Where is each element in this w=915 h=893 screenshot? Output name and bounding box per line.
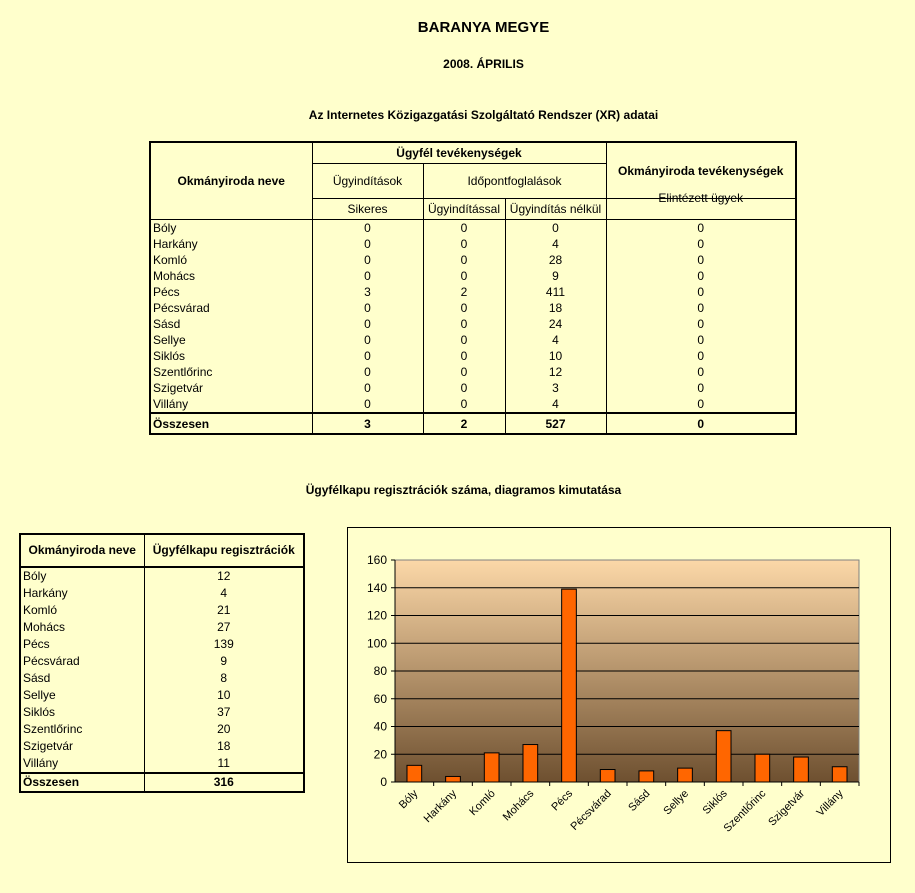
- y-tick-label: 40: [373, 719, 387, 734]
- reg-total-label: Összesen: [20, 773, 144, 792]
- office-name-cell: Komló: [150, 252, 312, 268]
- bar: [678, 768, 693, 782]
- reg-total-value: 316: [144, 773, 304, 792]
- sikeres-cell: 0: [312, 332, 423, 348]
- table-row: [20, 636, 304, 653]
- table-row: [20, 670, 304, 687]
- ugyinditas-nelkul-cell: 10: [505, 348, 606, 364]
- x-tick-label: Komló: [467, 787, 498, 819]
- bar: [639, 771, 654, 782]
- office-name-cell: Szentlőrinc: [150, 364, 312, 380]
- elintezett-cell: 0: [606, 252, 796, 268]
- office-name-cell: Bóly: [150, 220, 312, 237]
- sikeres-cell: 0: [312, 252, 423, 268]
- sikeres-cell: 0: [312, 300, 423, 316]
- bar: [832, 767, 847, 782]
- reg-value-cell: 8: [144, 670, 304, 687]
- ugyinditassal-cell: 0: [423, 396, 505, 413]
- bar: [523, 745, 538, 782]
- y-tick-label: 100: [366, 636, 387, 651]
- header-ugyinditassal: Ügyindítással: [423, 199, 505, 220]
- sikeres-cell: 3: [312, 284, 423, 300]
- header-client-activities: Ügyfél tevékenységek: [312, 142, 606, 164]
- reg-office-name-cell: Villány: [20, 755, 144, 773]
- bar: [484, 753, 499, 782]
- x-tick-label: Szigetvár: [766, 787, 808, 829]
- elintezett-cell: 0: [606, 220, 796, 237]
- office-name-cell: Sásd: [150, 316, 312, 332]
- xr-data-table: [149, 141, 797, 435]
- y-tick-label: 0: [380, 775, 387, 789]
- y-tick-label: 20: [373, 747, 387, 762]
- registrations-bar-chart: [347, 527, 891, 863]
- ugyinditas-nelkul-cell: 9: [505, 268, 606, 284]
- reg-office-name-cell: Harkány: [20, 585, 144, 602]
- x-tick-label: Mohács: [500, 787, 537, 824]
- office-name-cell: Villány: [150, 396, 312, 413]
- reg-value-cell: 11: [144, 755, 304, 773]
- ugyinditas-nelkul-cell: 24: [505, 316, 606, 332]
- ugyinditassal-cell: 0: [423, 252, 505, 268]
- table-row: [150, 252, 796, 268]
- reg-office-name-cell: Komló: [20, 602, 144, 619]
- ugyinditas-nelkul-cell: 0: [505, 220, 606, 237]
- x-tick-label: Siklós: [700, 787, 730, 817]
- table-row: [150, 380, 796, 396]
- section-title: Az Internetes Közigazgatási Szolgáltató Rendszer (XR) adatai: [308, 108, 659, 122]
- ugyinditassal-cell: 0: [423, 380, 505, 396]
- x-tick-label: Bóly: [396, 787, 421, 812]
- chart-section-title: Ügyfélkapu regisztrációk száma, diagramos kimutatása: [305, 483, 622, 497]
- sikeres-cell: 0: [312, 316, 423, 332]
- table-row: [150, 284, 796, 300]
- table-row: [150, 348, 796, 364]
- bar: [716, 731, 731, 782]
- ugyinditassal-cell: 0: [423, 316, 505, 332]
- office-name-cell: Harkány: [150, 236, 312, 252]
- reg-office-name-cell: Szigetvár: [20, 738, 144, 755]
- sikeres-cell: 0: [312, 236, 423, 252]
- ugyinditas-nelkul-cell: 3: [505, 380, 606, 396]
- x-tick-label: Sásd: [626, 787, 653, 814]
- reg-header-registrations: Ügyfélkapu regisztrációk: [144, 534, 304, 567]
- reg-header-office-name: Okmányiroda neve: [20, 534, 144, 567]
- y-tick-label: 140: [366, 580, 387, 595]
- bar: [407, 765, 422, 782]
- office-name-cell: Siklós: [150, 348, 312, 364]
- sikeres-cell: 0: [312, 348, 423, 364]
- reg-value-cell: 18: [144, 738, 304, 755]
- y-tick-label: 160: [366, 553, 387, 567]
- total-elintezett: 0: [606, 413, 796, 434]
- ugyinditassal-cell: 0: [423, 220, 505, 237]
- header-elintezett: Elintézett ügyek: [606, 188, 796, 209]
- x-tick-label: Harkány: [421, 787, 460, 826]
- table-row: [20, 602, 304, 619]
- sikeres-cell: 0: [312, 380, 423, 396]
- office-name-cell: Sellye: [150, 332, 312, 348]
- elintezett-cell: 0: [606, 316, 796, 332]
- table-row: [20, 619, 304, 636]
- table-row: [20, 653, 304, 670]
- bar: [446, 776, 461, 782]
- reg-office-name-cell: Bóly: [20, 567, 144, 585]
- office-name-cell: Mohács: [150, 268, 312, 284]
- page-subtitle: 2008. ÁPRILIS: [443, 57, 524, 71]
- reg-value-cell: 20: [144, 721, 304, 738]
- reg-value-cell: 10: [144, 687, 304, 704]
- table-row: [150, 300, 796, 316]
- elintezett-cell: 0: [606, 364, 796, 380]
- ugyinditas-nelkul-cell: 4: [505, 396, 606, 413]
- reg-office-name-cell: Mohács: [20, 619, 144, 636]
- x-tick-label: Pécs: [549, 787, 576, 814]
- elintezett-cell: 0: [606, 348, 796, 364]
- reg-office-name-cell: Sásd: [20, 670, 144, 687]
- table-row: [20, 738, 304, 755]
- y-tick-label: 60: [373, 691, 387, 706]
- table-row: [20, 721, 304, 738]
- reg-value-cell: 9: [144, 653, 304, 670]
- x-tick-label: Pécsvárad: [568, 787, 614, 833]
- elintezett-cell: 0: [606, 236, 796, 252]
- ugyinditas-nelkul-cell: 12: [505, 364, 606, 380]
- total-ugyinditassal: 2: [423, 413, 505, 434]
- elintezett-cell: 0: [606, 284, 796, 300]
- bar: [600, 770, 615, 782]
- x-tick-label: Szentlőrinc: [721, 787, 769, 835]
- table-row: [150, 220, 796, 237]
- table-row: [150, 364, 796, 380]
- reg-value-cell: 37: [144, 704, 304, 721]
- bar: [755, 754, 770, 782]
- office-name-cell: Pécs: [150, 284, 312, 300]
- reg-office-name-cell: Pécsvárad: [20, 653, 144, 670]
- elintezett-cell: 0: [606, 300, 796, 316]
- table-row: [20, 585, 304, 602]
- ugyinditassal-cell: 0: [423, 332, 505, 348]
- reg-value-cell: 4: [144, 585, 304, 602]
- table-row: [20, 687, 304, 704]
- bar: [794, 757, 809, 782]
- sikeres-cell: 0: [312, 364, 423, 380]
- header-ugyinditas-nelkul: Ügyindítás nélkül: [505, 199, 606, 220]
- header-office-activities: Okmányiroda tevékenységek: [606, 142, 796, 199]
- office-name-cell: Szigetvár: [150, 380, 312, 396]
- ugyinditas-nelkul-cell: 4: [505, 332, 606, 348]
- ugyinditas-nelkul-cell: 411: [505, 284, 606, 300]
- reg-value-cell: 27: [144, 619, 304, 636]
- reg-value-cell: 139: [144, 636, 304, 653]
- bar: [562, 589, 577, 782]
- sikeres-cell: 0: [312, 396, 423, 413]
- y-tick-label: 80: [373, 664, 387, 678]
- total-nelkul: 527: [505, 413, 606, 434]
- header-idopontfoglalasok: Időpontfoglalások: [423, 164, 606, 199]
- reg-office-name-cell: Sellye: [20, 687, 144, 704]
- elintezett-cell: 0: [606, 396, 796, 413]
- reg-office-name-cell: Pécs: [20, 636, 144, 653]
- table-row: [150, 268, 796, 284]
- table-row: [150, 332, 796, 348]
- registration-table: [19, 533, 305, 793]
- ugyinditassal-cell: 0: [423, 300, 505, 316]
- ugyinditas-nelkul-cell: 28: [505, 252, 606, 268]
- table-row: [150, 236, 796, 252]
- sikeres-cell: 0: [312, 268, 423, 284]
- ugyinditassal-cell: 0: [423, 364, 505, 380]
- table-row: [150, 316, 796, 332]
- total-sikeres: 3: [312, 413, 423, 434]
- ugyinditassal-cell: 0: [423, 348, 505, 364]
- page-title: BARANYA MEGYE: [417, 19, 550, 36]
- table-row: [20, 567, 304, 585]
- ugyinditassal-cell: 0: [423, 268, 505, 284]
- x-tick-label: Sellye: [661, 787, 692, 818]
- reg-office-name-cell: Szentlőrinc: [20, 721, 144, 738]
- y-tick-label: 120: [366, 608, 387, 623]
- header-sikeres: Sikeres: [312, 199, 423, 220]
- office-name-cell: Pécsvárad: [150, 300, 312, 316]
- table-row: [150, 396, 796, 413]
- table-row: [20, 704, 304, 721]
- sikeres-cell: 0: [312, 220, 423, 237]
- ugyinditas-nelkul-cell: 18: [505, 300, 606, 316]
- ugyinditassal-cell: 2: [423, 284, 505, 300]
- header-ugyinditasok: Ügyindítások: [312, 164, 423, 199]
- reg-value-cell: 21: [144, 602, 304, 619]
- total-label: Összesen: [150, 413, 312, 434]
- reg-value-cell: 12: [144, 567, 304, 585]
- chart-svg: [348, 528, 890, 862]
- ugyinditassal-cell: 0: [423, 236, 505, 252]
- reg-office-name-cell: Siklós: [20, 704, 144, 721]
- ugyinditas-nelkul-cell: 4: [505, 236, 606, 252]
- elintezett-cell: 0: [606, 332, 796, 348]
- header-office-name: Okmányiroda neve: [150, 142, 312, 220]
- x-tick-label: Villány: [814, 787, 846, 819]
- elintezett-cell: 0: [606, 268, 796, 284]
- elintezett-cell: 0: [606, 380, 796, 396]
- table-row: [20, 755, 304, 773]
